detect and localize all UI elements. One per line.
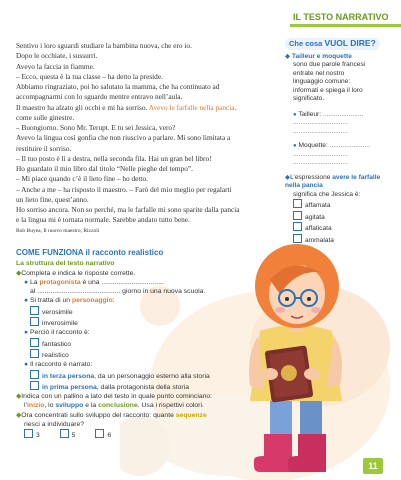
- story-line-with-highlight: [16, 103, 278, 113]
- checkbox[interactable]: [30, 370, 39, 379]
- diamond-bullet-icon: ◆: [285, 52, 291, 60]
- term-tailleur: ● Tailleur: ......................: [293, 110, 364, 118]
- option-affaticata[interactable]: affaticata: [293, 222, 395, 234]
- option-agitata[interactable]: agitata: [293, 211, 395, 223]
- option-6[interactable]: 6: [95, 432, 111, 439]
- highlighted-phrase: Avevo le farfalle nella pancia,: [148, 102, 237, 112]
- checkbox[interactable]: [60, 429, 69, 438]
- option-third-person[interactable]: in terza persona, da un personaggio esterno alla storia: [30, 370, 296, 381]
- question-protagonist: ● La protagonista è una .................................: [24, 278, 164, 286]
- option-verosimile[interactable]: verosimile: [30, 306, 296, 317]
- story-line: – Il tuo posto è lì a destra, nella seconda fila. Hai un gran bel libro!: [16, 153, 212, 163]
- sequence-options: [24, 429, 296, 440]
- source-citation: Rob Buyea, Il nuovo maestro, Rizzoli: [16, 227, 100, 234]
- exercise-section: [16, 248, 296, 441]
- checkbox[interactable]: [293, 199, 302, 208]
- story-line: e la lingua mi è tornata normale. Sarebbe andato tutto bene.: [16, 215, 190, 225]
- expression-question-text: significa che Jessica è:: [293, 190, 361, 198]
- option-realistico[interactable]: realistico: [30, 349, 296, 360]
- sidebar-vocabulary: [285, 38, 395, 245]
- checkbox[interactable]: [24, 429, 33, 438]
- option-affamata[interactable]: affamata: [293, 199, 395, 211]
- question-character: ● Si tratta di un personaggio:: [24, 297, 115, 305]
- term-moquette: ● Moquette: ......................: [293, 142, 370, 149]
- checkbox[interactable]: [95, 429, 104, 438]
- section-subtitle: La struttura del testo narrativo: [16, 260, 115, 268]
- option-ammalata[interactable]: ammalata: [293, 234, 395, 246]
- story-line: – Mi piace quando c’è il lieto fine – ho detto.: [16, 174, 148, 184]
- page-number: 11: [363, 458, 383, 474]
- checkbox[interactable]: [293, 211, 302, 220]
- vocab-intro: ◆ Tailleur e moquette: [285, 52, 352, 60]
- vocab-intro-text: sono due parole francesi entrate nel nostro linguaggio comune: informati e spiega il loro significato.: [293, 61, 366, 102]
- story-line: restituire il sorriso.: [16, 143, 72, 153]
- checkbox[interactable]: [30, 317, 39, 326]
- story-line: Ho guardato il mio libro dal titolo “Nelle pieghe del tempo”.: [16, 164, 193, 173]
- story-text: [16, 41, 278, 236]
- story-line: Ho sorriso ancora. Non so perché, ma le farfalle mi sono sparite dalla pancia: [16, 205, 240, 214]
- answer-line[interactable]: ..............................: [293, 127, 348, 135]
- diamond-bullet-icon: ◆: [16, 393, 22, 401]
- answer-line[interactable]: ..............................: [293, 150, 348, 158]
- header-rule: [290, 24, 401, 27]
- option-inverosimile[interactable]: inverosimile: [30, 317, 296, 328]
- option-fantastico[interactable]: fantastico: [30, 338, 296, 349]
- expression-question: ◆L’espressione avere le farfalle nella pancia: [285, 173, 381, 189]
- answer-line[interactable]: ..............................: [293, 159, 348, 166]
- diamond-bullet-icon: ◆: [16, 269, 22, 277]
- checkbox[interactable]: [293, 222, 302, 231]
- question-structure-line2: l’inizio, lo sviluppo e la conclusione. Usa i rispettivi colori.: [24, 402, 204, 410]
- answer-line[interactable]: ..............................: [293, 119, 348, 126]
- story-line: Dopo le occhiate, i sussurri.: [16, 51, 98, 61]
- question-structure: ◆Indica con un pallino a lato del testo in quale punto cominciano:: [16, 393, 213, 401]
- story-line-text: Il maestro ha alzato gli occhi e mi ha sorriso.: [16, 102, 148, 112]
- question-story-type: ● Perciò il racconto è:: [24, 329, 90, 337]
- checkbox[interactable]: [30, 381, 39, 390]
- option-first-person[interactable]: in prima persona, dalla protagonista della storia: [30, 381, 296, 392]
- checkbox[interactable]: [30, 349, 39, 358]
- story-line: – Buongiorno. Sono Mr. Terupt. E tu sei Jessica, vero?: [16, 123, 176, 132]
- story-line: un lieto fine, quest’anno.: [16, 194, 89, 204]
- story-line: Abbiamo ringraziato, poi ho salutato la mamma, che ha continuato ad: [16, 82, 220, 91]
- option-5[interactable]: 5: [60, 432, 76, 439]
- diamond-bullet-icon: ◆: [285, 173, 291, 181]
- question-protagonist-line2[interactable]: al ............................................ giorno in una nuova scuola.: [30, 288, 206, 296]
- story-line: accompagnarmi con lo sguardo mentre entravo nell’aula.: [16, 92, 183, 102]
- option-3[interactable]: 3: [24, 432, 40, 439]
- diamond-bullet-icon: ◆: [16, 411, 22, 419]
- story-line: come sulle ginestre.: [16, 112, 75, 122]
- instruction: ◆Completa e indica le risposte corrette.: [16, 269, 136, 277]
- story-line: Sentivo i loro sguardi studiare la bambina nuova, che ero io.: [16, 41, 192, 50]
- section-title: COME FUNZIONA il racconto realistico: [16, 248, 164, 257]
- story-line: – Anche a me – ha risposto il maestro. – Farò del mio meglio per regalarti: [16, 184, 232, 194]
- story-line: Avevo la faccia in fiamme.: [16, 61, 95, 71]
- checkbox[interactable]: [30, 338, 39, 347]
- question-sequences: ◆Ora concentrati sullo sviluppo del racconto: quante sequenze: [16, 411, 207, 419]
- story-line: – Ecco, questa è la tua classe – ha detto la preside.: [16, 71, 163, 81]
- sidebar-title: Che cosa VUOL DIRE?: [285, 38, 380, 50]
- page-header-title: IL TESTO NARRATIVO: [293, 12, 389, 22]
- story-line: Avevo la lingua così gonfia che non riuscivo a parlare. Mi sono limitata a: [16, 133, 231, 143]
- checkbox[interactable]: [30, 306, 39, 315]
- question-sequences-line2: riesci a individuare?: [24, 421, 85, 429]
- question-narrator: ● Il racconto è narrato:: [24, 361, 93, 369]
